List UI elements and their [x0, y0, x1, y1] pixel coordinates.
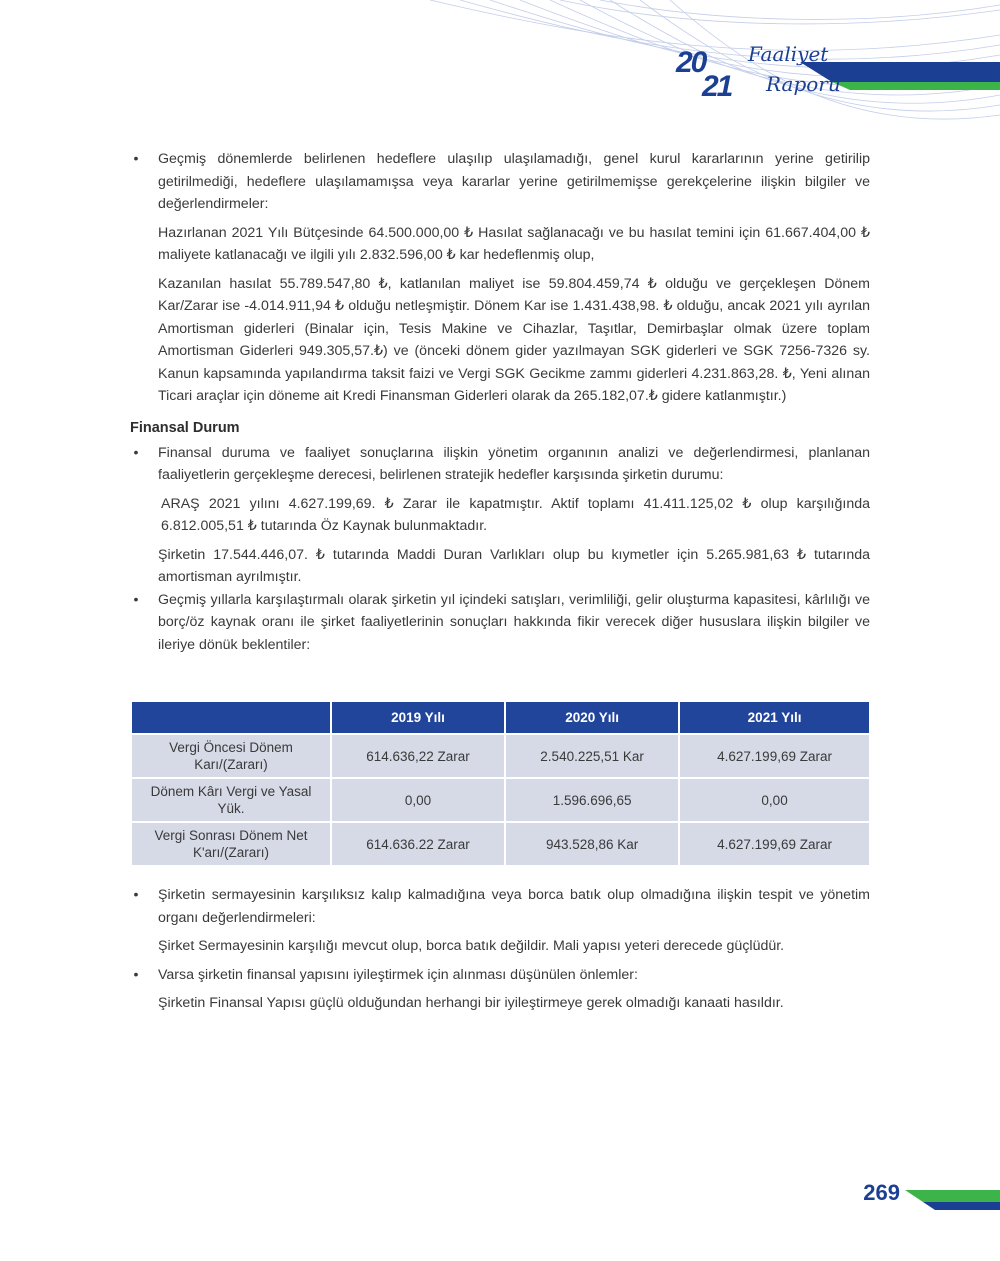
row-label: Vergi Sonrası Dönem Net K'arı/(Zararı): [132, 823, 330, 865]
footer-stripe-decoration: [905, 1188, 1000, 1218]
bullet-goals-text: Geçmiş dönemlerde belirlenen hedeflere ulaşılıp ulaşılamadığı, genel kurul kararlarının yerine getirilip getirilmediği, hedeflere ulaşılamamışsa veya kararlar yerine getirilmemişse gerekçelerine ilişkin bilgiler ve değerlendirmeler:: [158, 151, 870, 212]
budget-paragraph: Hazırlanan 2021 Yılı Bütçesinde 64.500.000,00 ₺ Hasılat sağlanacağı ve bu hasılat temini için 61.667.404,00 ₺ maliyete katlanacağı ve ilgili yılı 2.832.596,00 ₺ kar hedeflenmiş olup,: [158, 224, 870, 263]
bullet-financial-analysis: [130, 442, 870, 487]
bullet-measures: [130, 964, 870, 987]
bullet-dot: •: [133, 966, 139, 983]
fixed-assets-paragraph: Şirketin 17.544.446,07. ₺ tutarında Maddi Duran Varlıkları olup bu kıymetler için 5.265.981,63 ₺ tutarında amortisman ayrılmıştır.: [158, 546, 870, 585]
table-row: [132, 735, 869, 777]
header-green-stripe: [832, 82, 1000, 90]
measures-paragraph: Şirketin Finansal Yapısı güçlü olduğundan herhangi bir iyileştirmeye gerek olmadığı kanaati hasıldır.: [158, 995, 784, 1011]
bullet-goals: [130, 148, 870, 216]
cell-2019: 614.636.22 Zarar: [332, 823, 504, 865]
cell-2021: 4.627.199,69 Zarar: [680, 823, 869, 865]
table-row: [132, 823, 869, 865]
bullet-comparison-text: Geçmiş yıllarla karşılaştırmalı olarak şirketin yıl içindeki satışları, verimliliği, gelir oluşturma kapasitesi, kârlılığı ve borç/öz kaynak oranı ile şirket faaliyetlerinin sonuçları hakkında fikir verecek diğer hususlara ilişkin bilgiler ve ileriye dönük beklentiler:: [158, 591, 870, 653]
table-header-blank: [132, 702, 330, 733]
bullet-financial-analysis-text: Finansal duruma ve faaliyet sonuçlarına ilişkin yönetim organının analizi ve değerlendirmesi, planlanan faaliyetlerin gerçekleşme derecesi, belirlenen stratejik hedefler karşısında şirketin durumu:: [158, 444, 870, 483]
table-header-row: [132, 702, 869, 733]
page-number: 269: [863, 1180, 900, 1205]
bullet-dot: •: [133, 151, 139, 167]
page-content: [130, 148, 870, 656]
cell-2020: 943.528,86 Kar: [506, 823, 678, 865]
bullet-comparison: [130, 589, 870, 657]
logo-word-faaliyet: Faaliyet: [748, 42, 829, 66]
cell-2021: 4.627.199,69 Zarar: [680, 735, 869, 777]
financial-table: [130, 700, 871, 867]
capital-paragraph: Şirket Sermayesinin karşılığı mevcut olup, borca batık değildir. Mali yapısı yeteri derecede güçlüdür.: [158, 938, 785, 954]
bullet-capital: [130, 884, 870, 929]
bullet-measures-text: Varsa şirketin finansal yapısını iyileştirmek için alınması düşünülen önlemler:: [158, 966, 638, 983]
table-row: [132, 779, 869, 821]
table-header-2020: 2020 Yılı: [506, 702, 678, 733]
row-label: Dönem Kârı Vergi ve Yasal Yük.: [132, 779, 330, 821]
cell-2019: 614.636,22 Zarar: [332, 735, 504, 777]
bullet-dot: •: [133, 887, 139, 903]
header-wave-decoration: [0, 0, 1000, 140]
table-header-2019: 2019 Yılı: [332, 702, 504, 733]
cell-2020: 2.540.225,51 Kar: [506, 735, 678, 777]
bullet-dot: •: [133, 444, 139, 461]
section-heading-financial: Finansal Durum: [130, 419, 240, 436]
bullet-capital-text: Şirketin sermayesinin karşılıksız kalıp kalmadığına veya borca batık olup olmadığına ilişkin tespit ve yönetim organı değerlendirmeleri:: [158, 887, 870, 926]
annual-report-logo: [668, 40, 848, 110]
logo-year-bottom: 21: [702, 70, 732, 103]
cell-2021: 0,00: [680, 779, 869, 821]
bullet-dot: •: [133, 591, 139, 608]
logo-word-raporu: Raporu: [766, 72, 841, 96]
logo-year-top: 20: [676, 46, 706, 79]
revenue-paragraph: Kazanılan hasılat 55.789.547,80 ₺, katlanılan maliyet ise 59.804.459,74 ₺ olduğu ve gerçekleşen Dönem Kar/Zarar ise -4.014.911,94 ₺ olduğu netleşmiştir. Dönem Kar ise 1.431.438,98. ₺ olduğu, ancak 2021 yılı ayrılan Amortisman giderleri (Binalar için, Tesis Makine ve Cihazlar, Taşıtlar, Demirbaşlar olmak üzere toplam Amortisman Giderleri 949.305,57.₺) ve (önceki dönem gider yazılmayan SGK giderleri ve SGK 7256-7326 sy. Kanun kapsamında yapılandırma taksit faizi ve Vergi SGK Gecikme zammı giderleri 4.231.863,28. ₺, Yeni alınan Ticari araçlar için döneme ait Kredi Finansman Giderleri olarak da 265.182,07.₺ gidere katlanmıştır.): [158, 275, 870, 404]
row-label: Vergi Öncesi Dönem Karı/(Zararı): [132, 735, 330, 777]
page-content-lower: [130, 884, 870, 1015]
cell-2019: 0,00: [332, 779, 504, 821]
table-header-2021: 2021 Yılı: [680, 702, 869, 733]
cell-2020: 1.596.696,65: [506, 779, 678, 821]
aras-result-paragraph: ARAŞ 2021 yılını 4.627.199,69. ₺ Zarar ile kapatmıştır. Aktif toplamı 41.411.125,02 ₺ olup karşılığında 6.812.005,51 ₺ tutarında Öz Kaynak bulunmaktadır.: [161, 495, 870, 534]
